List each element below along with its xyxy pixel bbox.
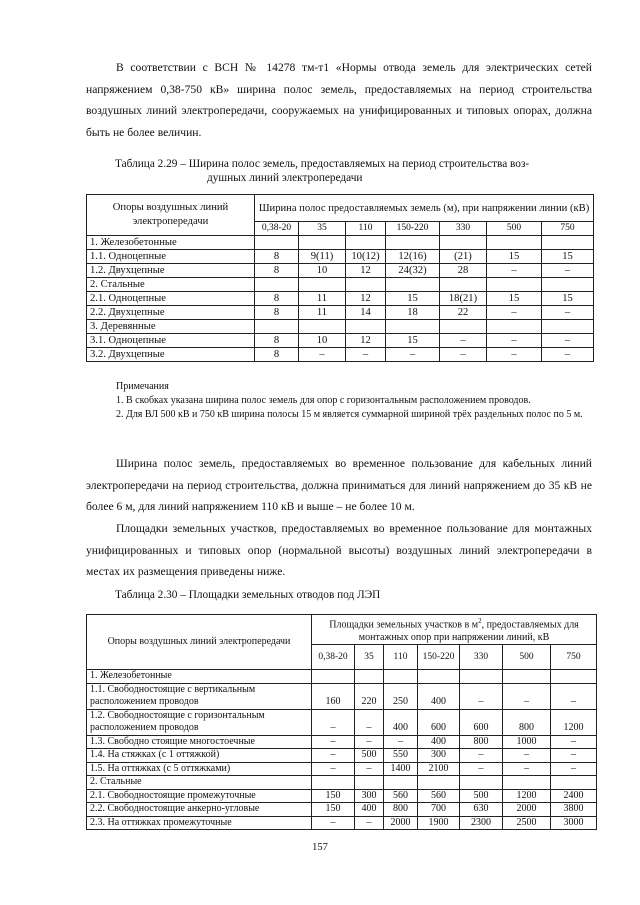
table-2-29-voltage-3: 150-220 [386,222,440,236]
table-2-29-cell [440,320,487,334]
table-2-30-cell: – [312,816,355,830]
table-2-30-cell: 300 [418,749,460,763]
table-2-30-row-label: 2.1. Свободностоящие промежуточные [87,789,312,803]
table-2-30-cell: 560 [384,789,418,803]
table-2-29-cell [487,278,542,292]
table-2-30-row [87,816,597,830]
table-2-30-cell [503,776,551,790]
table-2-29-cell: 15 [487,292,542,306]
table-2-30-row-label: 2.3. На оттяжках промежуточные [87,816,312,830]
table-2-29-row-label: 3.2. Двухцепные [87,348,255,362]
table-2-30-cell: 560 [418,789,460,803]
table-2-29-cell: 8 [255,292,299,306]
table-2-29-row-label: 3.1. Одноцепные [87,334,255,348]
table-2-30-cell [355,776,384,790]
page-number: 157 [312,842,328,853]
table-2-29-cell [255,236,299,250]
table-2-29-cell [386,236,440,250]
table-2-29-cell: 12 [346,334,386,348]
table-2-29-caption-line2: душных линий электропередачи [207,171,363,184]
table-2-30-cell: – [355,709,384,735]
table-2-30-cell: 2000 [384,816,418,830]
table-2-29-cell: – [542,264,594,278]
table-2-29-cell: – [386,348,440,362]
table-2-29-cell: 8 [255,306,299,320]
table-2-29-cell: 8 [255,250,299,264]
table-2-29-cell: 12(16) [386,250,440,264]
table-2-29-cell: 28 [440,264,487,278]
table-2-30-cell: 160 [312,683,355,709]
table-2-30-cell: – [460,762,503,776]
table-2-30-row-label: 2.2. Свободностоящие анкерно-угловые [87,803,312,817]
table-2-29-cell: 15 [542,292,594,306]
table-2-29-caption-line1: Таблица 2.29 – Ширина полос земель, предоставляемых на период строительства воз- [115,158,530,170]
table-2-29-row [87,264,594,278]
table-2-30-voltage-1: 35 [355,645,384,670]
table-2-29-voltage-0: 0,38-20 [255,222,299,236]
table-2-30-cell [312,670,355,684]
table-2-30-voltage-6: 750 [551,645,597,670]
table-2-29-voltage-1: 35 [299,222,346,236]
note-1: 1. В скобках указана ширина полос земель для опор с горизонтальным расположением проводов. [116,395,531,406]
table-2-29-row-label: 2. Стальные [87,278,255,292]
table-2-30-cell: 2500 [503,816,551,830]
table-2-30-row [87,735,597,749]
notes [86,380,592,422]
table-2-29-cell [487,320,542,334]
table-2-30-cell: 400 [384,709,418,735]
table-2-30-cell [460,670,503,684]
table-2-30-cell: – [551,762,597,776]
table-2-29-cell [440,278,487,292]
table-2-29-row-label: 1.2. Двухцепные [87,264,255,278]
table-2-30-cell: 300 [355,789,384,803]
table-2-29-cell: 8 [255,264,299,278]
table-2-30-cell: 250 [384,683,418,709]
notes-title: Примечания [116,381,169,392]
table-2-30-cell: 1200 [503,789,551,803]
table-2-29-cell: – [487,348,542,362]
table-2-29-row [87,306,594,320]
table-2-30-cell: 400 [418,683,460,709]
table-2-30-cell: – [312,762,355,776]
table-2-30-row [87,670,597,684]
table-2-30-row-label: 1.5. На оттяжках (с 5 оттяжками) [87,762,312,776]
table-2-30-row [87,776,597,790]
table-2-29-cell: – [542,306,594,320]
table-2-29-cell: – [440,348,487,362]
table-2-30-cell: 800 [503,709,551,735]
table-2-30-cell: – [312,709,355,735]
table-2-29-row-label: 1. Железобетонные [87,236,255,250]
table-2-30-cell: 500 [355,749,384,763]
table-2-30-voltage-5: 500 [503,645,551,670]
table-2-30-voltage-2: 110 [384,645,418,670]
table-2-29-cell [440,236,487,250]
table-2-30-row [87,683,597,709]
table-2-30-cell: – [312,735,355,749]
table-2-29-cell: 8 [255,348,299,362]
table-2-30-cell: 600 [460,709,503,735]
table-2-30-cell: 400 [355,803,384,817]
table-2-29-cell: 24(32) [386,264,440,278]
table-2-29-voltage-5: 500 [487,222,542,236]
table-2-29-cell: 10(12) [346,250,386,264]
table-2-30-cell: – [503,683,551,709]
table-2-29-header-supports: Опоры воздушных линий электропередачи [87,195,255,236]
table-2-29-cell: – [542,334,594,348]
table-2-30-cell: 600 [418,709,460,735]
table-2-30-cell: 2300 [460,816,503,830]
table-2-29-cell [346,278,386,292]
table-2-29-row-label: 1.1. Одноцепные [87,250,255,264]
table-2-29-cell: 11 [299,292,346,306]
table-2-30-cell [460,776,503,790]
table-2-29-cell: 15 [386,334,440,348]
table-2-30-voltage-3: 150-220 [418,645,460,670]
table-2-30-cell: – [355,735,384,749]
table-2-30-cell: 400 [418,735,460,749]
table-2-30-row [87,789,597,803]
table-2-30-row-label: 1.3. Свободно стоящие многостоечные [87,735,312,749]
table-2-29-row-label: 3. Деревянные [87,320,255,334]
table-2-30-row [87,749,597,763]
table-2-30-cell: – [384,735,418,749]
table-2-29-cell [346,320,386,334]
table-2-30-caption: Таблица 2.30 – Площадки земельных отводов под ЛЭП [115,589,381,601]
table-2-30-cell: 2100 [418,762,460,776]
table-2-29-cell: 14 [346,306,386,320]
table-2-29-voltage-6: 750 [542,222,594,236]
table-2-29-cell: 10 [299,334,346,348]
table-2-30-cell: 1000 [503,735,551,749]
table-2-30-cell: – [551,735,597,749]
paragraph-intro: В соответствии с ВСН № 14278 тм-т1 «Нормы отвода земель для электрических сетей напряжением 0,38-750 кВ» ширина полос земель, предоставляемых на период строительства воздушных линий электропередачи, сооружаемых на унифицированных и типовых опорах, должна быть не более величин. [86,61,592,139]
table-2-30-header-area: Площадки земельных участков в $м^2$, предоставляемых для монтажных опор при напряжении линий, кВ [312,615,597,645]
table-2-30-row-label: 2. Стальные [87,776,312,790]
table-2-30-cell: – [503,762,551,776]
table-2-29-cell [386,278,440,292]
table-2-29-cell: 9(11) [299,250,346,264]
table-2-30-cell: – [460,749,503,763]
table-2-29-cell: 18 [386,306,440,320]
table-2-30-cell [551,670,597,684]
table-2-29-cell: 12 [346,264,386,278]
table-2-29-row [87,320,594,334]
table-2-30-cell: 220 [355,683,384,709]
table-2-30-row-label: 1.1. Свободностоящие с вертикальным расположением проводов [87,683,312,709]
table-2-30-cell: 550 [384,749,418,763]
table-2-30-cell: – [460,683,503,709]
table-2-29-cell [299,236,346,250]
table-2-29-cell [386,320,440,334]
table-2-30-cell [418,776,460,790]
note-2: 2. Для ВЛ 500 кВ и 750 кВ ширина полосы 15 м является суммарной шириной трёх раздельных полос по 5 м. [116,409,583,420]
table-2-29-cell [346,236,386,250]
table-2-30-voltage-4: 330 [460,645,503,670]
table-2-30-cell: – [551,683,597,709]
table-2-29-cell: – [487,306,542,320]
table-2-29-voltage-4: 330 [440,222,487,236]
table-2-30-cell: 150 [312,789,355,803]
table-2-30-cell: 630 [460,803,503,817]
table-2-29-cell [542,320,594,334]
paragraph-cable-lines: Ширина полос земель, предоставляемых во временное пользование для кабельных линий электропередачи на период строительства, должна приниматься для линий напряжением до 35 кВ не более 6 м, для линий напряжением 110 кВ и выше – не более 10 м. [86,457,592,513]
table-2-29-row [87,236,594,250]
table-2-30-cell: 3000 [551,816,597,830]
table-2-29-cell [299,278,346,292]
table-2-29-cell: 8 [255,334,299,348]
table-2-29-cell: – [487,264,542,278]
table-2-29-header-width: Ширина полос предоставляемых земель (м), при напряжении линии (кВ) [255,195,594,222]
table-2-29-cell [542,278,594,292]
table-2-30-cell: 150 [312,803,355,817]
table-2-30-cell: – [355,762,384,776]
table-2-29-cell: – [440,334,487,348]
table-2-30-cell: 1200 [551,709,597,735]
table-2-29-row [87,278,594,292]
table-2-29-cell: 11 [299,306,346,320]
table-2-30-cell [384,670,418,684]
table-2-30-header-supports: Опоры воздушных линий электропередачи [87,615,312,670]
table-2-30-cell: 2000 [503,803,551,817]
table-2-30-cell: 2400 [551,789,597,803]
table-2-30-cell [312,776,355,790]
table-2-30-cell: 800 [384,803,418,817]
table-2-30-cell [355,670,384,684]
table-2-30-cell: 1400 [384,762,418,776]
table-2-30-cell: 500 [460,789,503,803]
table-2-30-row [87,803,597,817]
table-2-30-cell: 800 [460,735,503,749]
table-2-29-cell: – [346,348,386,362]
table-2-30-cell [418,670,460,684]
table-2-30-cell: – [312,749,355,763]
table-2-29-cell: – [487,334,542,348]
table-2-29-row [87,292,594,306]
table-2-29-cell: 15 [542,250,594,264]
table-2-29-cell: – [542,348,594,362]
table-2-29-cell: 10 [299,264,346,278]
paragraph-land-plots: Площадки земельных участков, предоставляемых во временное пользование для монтажных унифицированных и типовых опор (нормальной высоты) воздушных линий электропередачи в местах их размещения приведены ниже. [86,522,592,578]
table-2-30-cell [503,670,551,684]
table-2-30-cell: 700 [418,803,460,817]
table-2-30-cell: 3800 [551,803,597,817]
table-2-29-cell [542,236,594,250]
table-2-29-cell [255,320,299,334]
table-2-29 [86,194,594,362]
table-2-29-caption [115,158,593,185]
table-2-29-cell [299,320,346,334]
table-2-30-row-label: 1.2. Свободностоящие с горизонтальным расположением проводов [87,709,312,735]
table-2-29-cell: 15 [487,250,542,264]
table-2-29-cell [487,236,542,250]
table-2-30-cell: 1900 [418,816,460,830]
table-2-30-cell: – [503,749,551,763]
table-2-29-cell: 18(21) [440,292,487,306]
table-2-30-cell [384,776,418,790]
table-2-30-row-label: 1.4. На стяжках (с 1 оттяжкой) [87,749,312,763]
table-2-29-cell: – [299,348,346,362]
table-2-29-cell: 12 [346,292,386,306]
table-2-30-row [87,762,597,776]
table-2-29-row [87,250,594,264]
table-2-30-row [87,709,597,735]
table-2-29-row-label: 2.2. Двухцепные [87,306,255,320]
table-2-30-row-label: 1. Железобетонные [87,670,312,684]
table-2-30-cell: – [355,816,384,830]
table-2-29-cell: 22 [440,306,487,320]
table-2-29-cell: (21) [440,250,487,264]
table-2-29-voltage-2: 110 [346,222,386,236]
table-2-30-voltage-0: 0,38-20 [312,645,355,670]
table-2-29-row [87,348,594,362]
table-2-30-cell [551,776,597,790]
table-2-29-row [87,334,594,348]
table-2-29-cell [255,278,299,292]
table-2-30-cell: – [551,749,597,763]
table-2-30 [86,614,597,830]
table-2-29-cell: 15 [386,292,440,306]
table-2-29-row-label: 2.1. Одноцепные [87,292,255,306]
